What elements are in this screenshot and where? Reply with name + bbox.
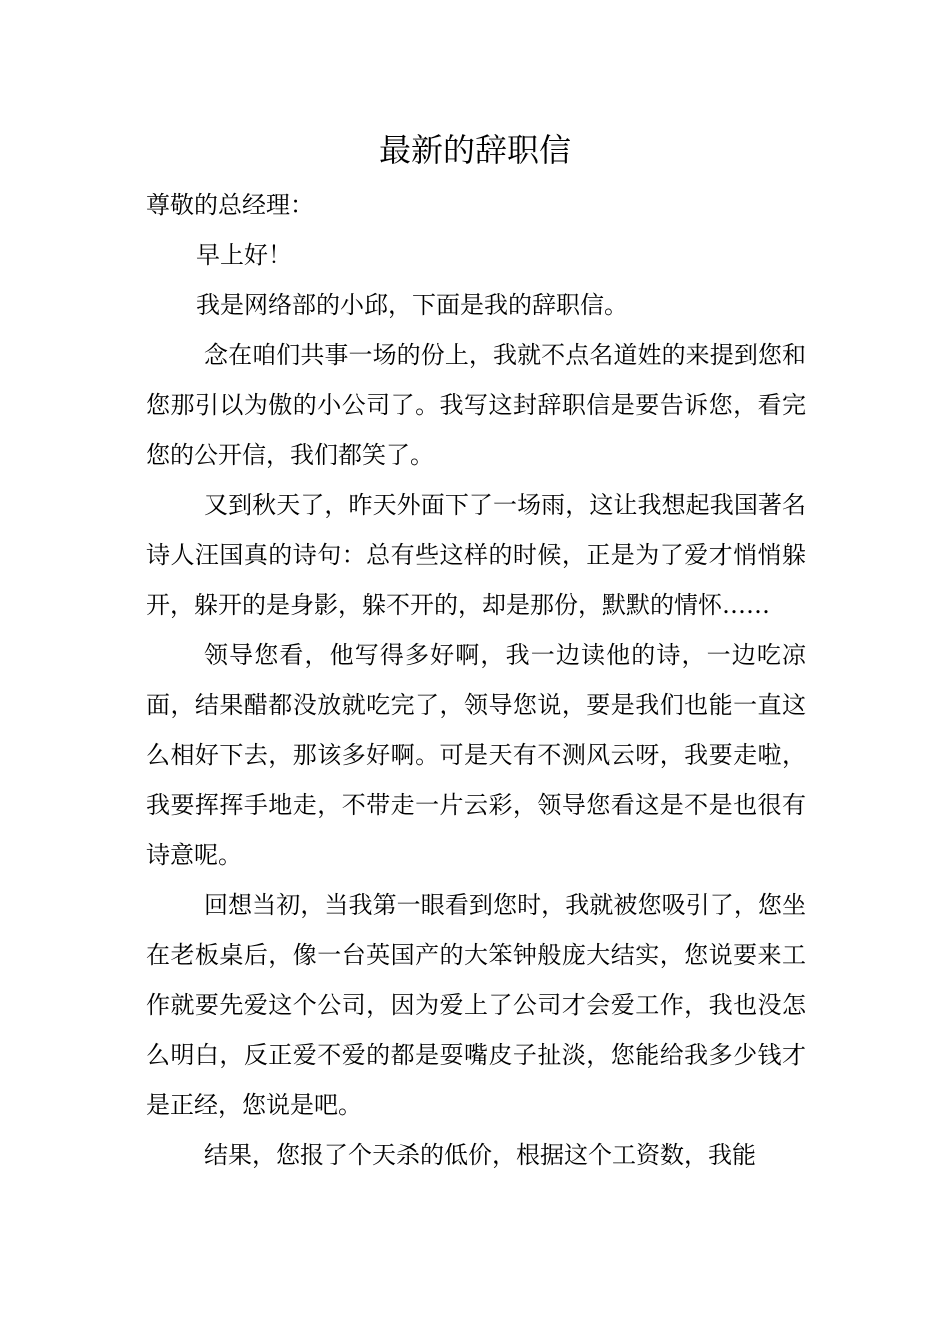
document-title: 最新的辞职信 — [378, 131, 571, 169]
paragraph-introduction: 我是网络部的小邱，下面是我的辞职信。 — [196, 291, 628, 319]
letter-body — [146, 180, 806, 1180]
paragraph-greeting: 早上好！ — [196, 241, 292, 269]
paragraph-leader-reading: 领导您看，他写得多好啊，我一边读他的诗，一边吃凉面，结果醋都没放就吃完了，领导您说，要是我们也能一直这么相好下去，那该多好啊。可是天有不测风云呀，我要走啦，我要挥挥手地走，不带走一片云彩，领导您看这是不是也很有诗意呢。 — [146, 641, 806, 869]
paragraph-autumn-poem: 又到秋天了，昨天外面下了一场雨，这让我想起我国著名诗人汪国真的诗句：总有些这样的时候，正是为了爱才悄悄躲开，躲开的是身影，躲不开的，却是那份，默默的情怀…… — [146, 491, 806, 619]
paragraph-first-impression: 回想当初，当我第一眼看到您时，我就被您吸引了，您坐在老板桌后，像一台英国产的大笨钟般庞大结实，您说要来工作就要先爱这个公司，因为爱上了公司才会爱工作，我也没怎么明白，反正爱不爱的都是耍嘴皮子扯淡，您能给我多少钱才是正经，您说是吧。 — [146, 891, 806, 1119]
paragraph-purpose: 念在咱们共事一场的份上，我就不点名道姓的来提到您和您那引以为傲的小公司了。我写这封辞职信是要告诉您，看完您的公开信，我们都笑了。 — [146, 341, 806, 469]
salutation: 尊敬的总经理： — [146, 191, 314, 219]
paragraph-salary: 结果，您报了个天杀的低价，根据这个工资数，我能 — [204, 1141, 756, 1169]
